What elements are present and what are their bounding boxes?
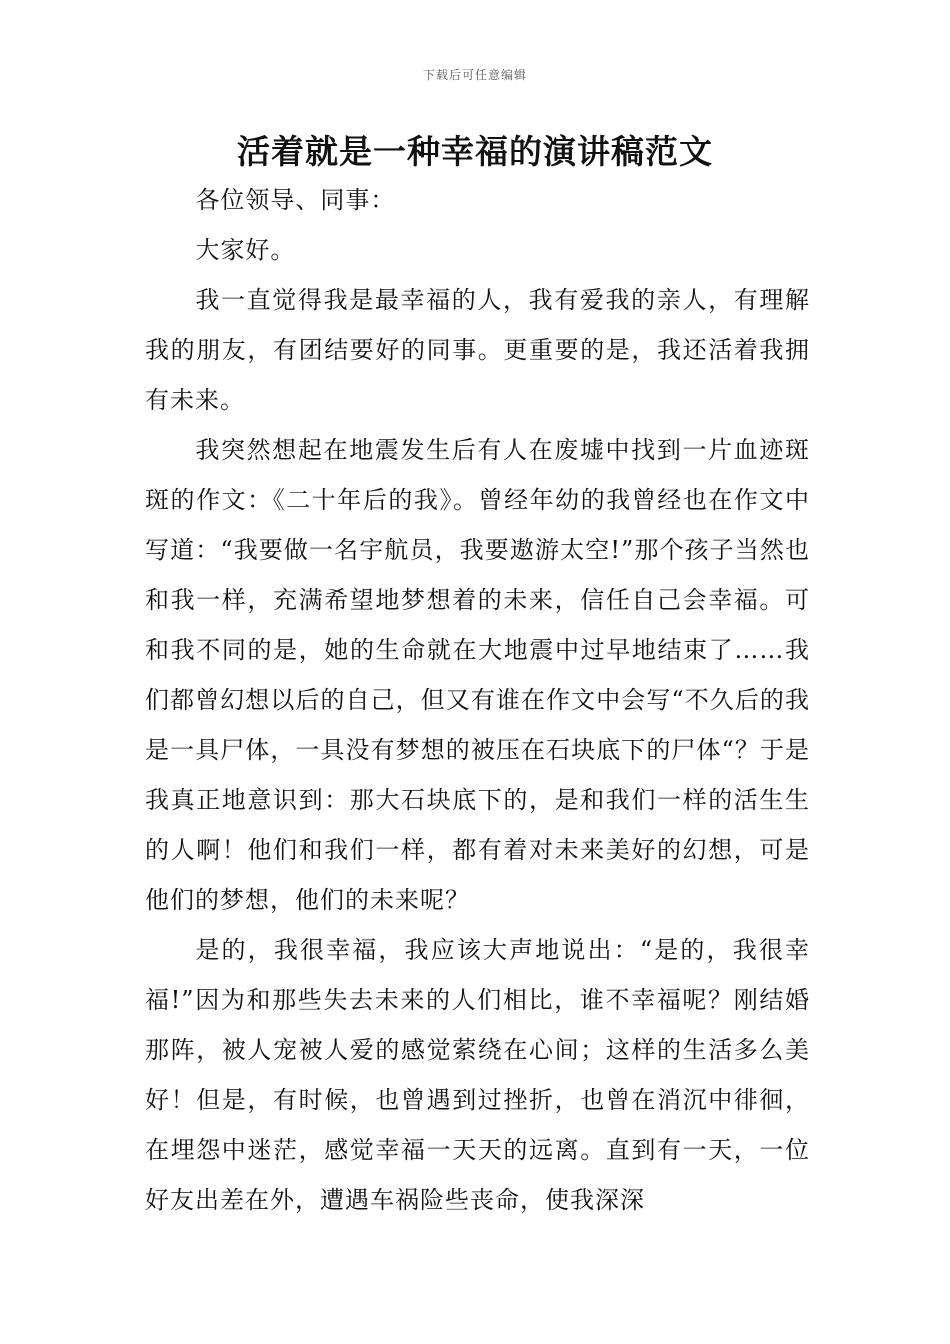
salutation: 各位领导、同事： [195, 186, 396, 214]
header-note: 下载后可任意编辑 [422, 68, 527, 82]
document-body [145, 175, 810, 1225]
greeting: 大家好。 [195, 236, 296, 264]
paragraph-3: 是的，我很幸福，我应该大声地说出：“是的，我很幸福!”因为和那些失去未来的人们相比，谁不幸福呢？刚结婚那阵，被人宠被人爱的感觉萦绕在心间；这样的生活多么美好！但是，有时候，也曾遇到过挫折，也曾在消沉中徘徊，在埋怨中迷茫，感觉幸福一天天的远离。直到有一天，一位好友出差在外，遭遇车祸险些丧命，使我深深 [145, 936, 810, 1214]
document-title: 活着就是一种幸福的演讲稿范文 [237, 132, 713, 171]
paragraph-2: 我突然想起在地震发生后有人在废墟中找到一片血迹斑斑的作文：《二十年后的我》。曾经年幼的我曾经也在作文中写道：“我要做一名宇航员，我要遨游太空!”那个孩子当然也和我一样，充满希望地梦想着的未来，信任自己会幸福。可和我不同的是，她的生命就在大地震中过早地结束了……我们都曾幻想以后的自己，但又有谁在作文中会写“不久后的我是一具尸体，一具没有梦想的被压在石块底下的尸体“？于是我真正地意识到：那大石块底下的，是和我们一样的活生生的人啊！他们和我们一样，都有着对未来美好的幻想，可是他们的梦想，他们的未来呢？ [145, 436, 810, 914]
paragraph-1: 我一直觉得我是最幸福的人，我有爱我的亲人，有理解我的朋友，有团结要好的同事。更重要的是，我还活着我拥有未来。 [145, 286, 810, 414]
